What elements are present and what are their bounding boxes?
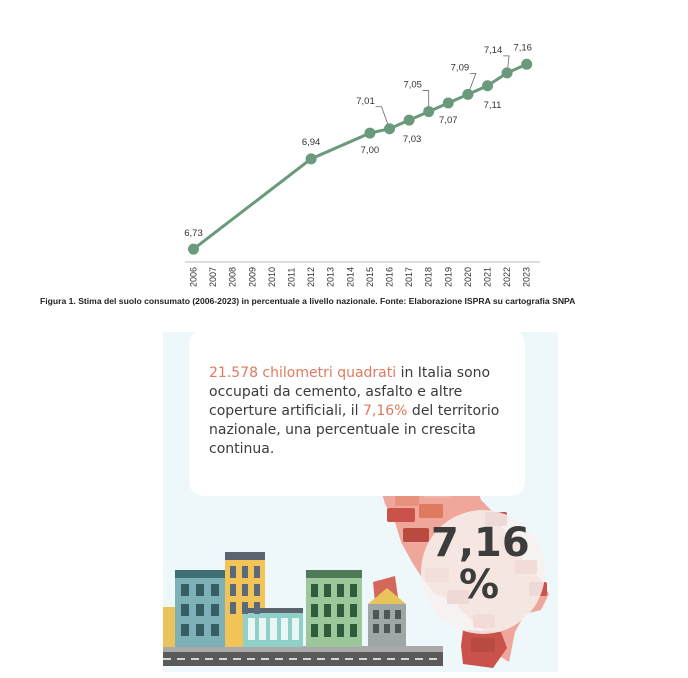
window <box>211 584 219 596</box>
data-marker <box>306 153 317 164</box>
window <box>248 618 255 640</box>
data-label: 7,09 <box>450 62 470 74</box>
x-tick-label: 2020 <box>462 266 473 287</box>
line-chart <box>0 0 688 295</box>
x-tick-label: 2010 <box>266 266 277 287</box>
x-tick-label: 2009 <box>247 266 258 287</box>
window <box>270 618 277 640</box>
x-tick-label: 2014 <box>345 266 356 287</box>
data-marker <box>364 128 375 139</box>
info-text-part1: in Italia sono occupati da cemento, asfalto e altre coperture artificiali, il <box>209 365 491 419</box>
x-tick-label: 2017 <box>404 266 415 287</box>
x-tick-label: 2018 <box>423 266 434 287</box>
window <box>350 604 357 617</box>
highlight-area: 21.578 chilometri quadrati <box>209 365 397 381</box>
x-tick-label: 2013 <box>325 266 336 287</box>
window <box>395 624 401 633</box>
data-marker <box>462 89 473 100</box>
info-card <box>189 332 525 496</box>
x-tick-label: 2022 <box>502 266 513 287</box>
window <box>242 566 248 578</box>
window <box>311 624 318 637</box>
window <box>337 624 344 637</box>
window <box>324 604 331 617</box>
window <box>254 602 260 614</box>
window <box>311 604 318 617</box>
data-label: 7,07 <box>439 114 458 126</box>
data-label: 6,94 <box>301 136 321 148</box>
window <box>181 604 189 616</box>
series-line <box>194 64 527 249</box>
big-unit: % <box>459 562 500 608</box>
window <box>384 624 390 633</box>
x-tick-label: 2012 <box>306 266 317 287</box>
window <box>211 624 219 636</box>
x-tick-label: 2006 <box>188 266 199 287</box>
data-marker <box>188 244 199 255</box>
x-tick-label: 2023 <box>521 266 532 287</box>
window <box>395 610 401 619</box>
window <box>373 624 379 633</box>
window <box>311 584 318 597</box>
data-marker <box>423 106 434 117</box>
figure-caption: Figura 1. Stima del suolo consumato (2006-2023) in percentuale a livello nazionale. Fonte: Elaborazione ISPRA su cartografia SNPA <box>40 296 576 306</box>
window <box>230 584 236 596</box>
window <box>384 610 390 619</box>
window <box>181 584 189 596</box>
x-tick-label: 2021 <box>482 266 493 287</box>
window <box>242 602 248 614</box>
window <box>337 604 344 617</box>
window <box>242 584 248 596</box>
window <box>196 624 204 636</box>
data-label: 7,11 <box>483 99 502 111</box>
highlight-percentage: 7,16% <box>363 403 408 419</box>
window <box>230 566 236 578</box>
data-label: 7,01 <box>356 95 375 107</box>
window <box>196 604 204 616</box>
infographic <box>163 332 558 672</box>
window <box>254 584 260 596</box>
big-number: 7,16 <box>431 520 530 566</box>
window <box>254 566 260 578</box>
window <box>292 618 299 640</box>
window <box>324 624 331 637</box>
data-marker <box>521 59 532 70</box>
window <box>350 584 357 597</box>
window <box>337 584 344 597</box>
info-text-part2: del territorio nazionale, una percentuale in crescita continua. <box>209 403 500 457</box>
info-text <box>209 364 509 459</box>
data-label: 7,16 <box>513 42 532 54</box>
window <box>281 618 288 640</box>
window <box>196 584 204 596</box>
x-tick-label: 2019 <box>443 266 454 287</box>
window <box>181 624 189 636</box>
window <box>230 602 236 614</box>
data-label: 7,05 <box>403 79 422 91</box>
data-marker <box>502 67 513 78</box>
x-tick-label: 2011 <box>286 267 297 287</box>
data-label: 7,14 <box>483 44 503 56</box>
data-marker <box>404 115 415 126</box>
data-labels <box>184 42 532 239</box>
data-marker <box>482 80 493 91</box>
x-tick-label: 2008 <box>227 266 238 287</box>
window <box>324 584 331 597</box>
x-tick-label: 2015 <box>364 266 375 287</box>
window <box>211 604 219 616</box>
data-marker <box>443 97 454 108</box>
window <box>373 610 379 619</box>
data-label: 7,03 <box>402 134 422 146</box>
data-label: 7,00 <box>360 145 380 157</box>
data-marker <box>384 123 395 134</box>
window <box>350 624 357 637</box>
x-tick-labels <box>189 267 532 287</box>
x-tick-label: 2007 <box>208 266 219 287</box>
window <box>259 618 266 640</box>
x-tick-label: 2016 <box>384 266 395 287</box>
data-label: 6,73 <box>184 228 203 240</box>
